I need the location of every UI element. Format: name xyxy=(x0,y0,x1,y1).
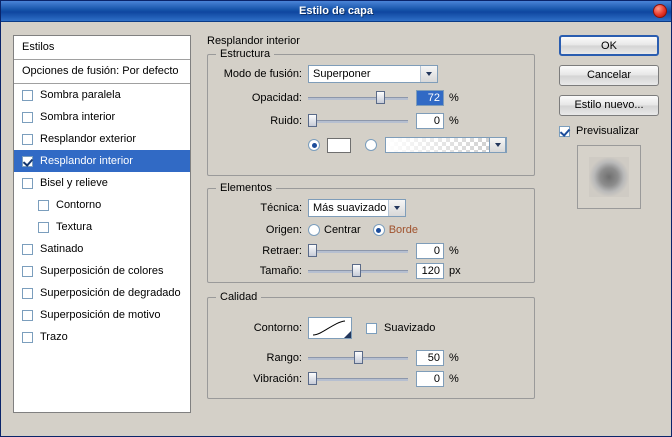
style-list-item-label: Contorno xyxy=(56,199,102,211)
range-slider-thumb[interactable] xyxy=(354,351,363,364)
noise-slider-track xyxy=(308,120,408,123)
range-input[interactable]: 50 xyxy=(416,350,444,366)
chevron-down-icon[interactable] xyxy=(489,137,506,153)
chevron-down-icon[interactable] xyxy=(420,66,437,82)
styles-list-panel xyxy=(13,35,191,413)
opacity-input[interactable]: 72 xyxy=(416,90,444,106)
group-calidad xyxy=(207,291,535,399)
style-list-item-label: Resplandor exterior xyxy=(40,133,136,145)
contour-curve-icon xyxy=(312,320,346,336)
choke-slider-track xyxy=(308,250,408,253)
styles-header: Estilos xyxy=(14,36,190,60)
noise-label: Ruido: xyxy=(270,115,302,127)
jitter-slider-thumb[interactable] xyxy=(308,372,317,385)
style-enable-checkbox[interactable] xyxy=(22,266,33,277)
blending-options-item[interactable]: Opciones de fusión: Por defecto xyxy=(14,60,190,84)
choke-input[interactable]: 0 xyxy=(416,243,444,259)
style-enable-checkbox[interactable] xyxy=(22,332,33,343)
group-elementos-legend: Elementos xyxy=(216,182,276,194)
blend-mode-label: Modo de fusión: xyxy=(223,68,302,80)
jitter-input[interactable]: 0 xyxy=(416,371,444,387)
technique-select[interactable] xyxy=(308,199,406,217)
close-icon[interactable] xyxy=(653,4,667,18)
technique-label: Técnica: xyxy=(260,202,302,214)
style-enable-checkbox[interactable] xyxy=(22,310,33,321)
style-list-item[interactable] xyxy=(14,260,190,282)
style-list-item-label: Trazo xyxy=(40,331,68,343)
style-list-item-label: Textura xyxy=(56,221,93,233)
opacity-unit: % xyxy=(449,92,459,104)
antialias-label: Suavizado xyxy=(384,322,436,334)
style-list-item[interactable] xyxy=(14,326,190,348)
style-enable-checkbox[interactable] xyxy=(22,134,33,145)
style-enable-checkbox[interactable] xyxy=(22,156,33,167)
chevron-down-icon[interactable] xyxy=(344,331,351,338)
size-input[interactable]: 120 xyxy=(416,263,444,279)
preview-label: Previsualizar xyxy=(576,125,639,137)
style-list-item[interactable] xyxy=(14,128,190,150)
style-enable-checkbox[interactable] xyxy=(38,200,49,211)
preview-toggle[interactable] xyxy=(559,125,663,137)
opacity-slider-thumb[interactable] xyxy=(376,91,385,104)
style-list-item-label: Superposición de colores xyxy=(40,265,164,277)
noise-input[interactable]: 0 xyxy=(416,113,444,129)
preview-checkbox[interactable] xyxy=(559,126,570,137)
style-list-item-label: Sombra interior xyxy=(40,111,116,123)
range-label: Rango: xyxy=(266,352,302,364)
choke-unit: % xyxy=(449,245,459,257)
style-list-item[interactable] xyxy=(14,194,190,216)
style-enable-checkbox[interactable] xyxy=(22,112,33,123)
style-list-item[interactable] xyxy=(14,216,190,238)
dialog-buttons xyxy=(559,35,663,209)
new-style-button[interactable]: Estilo nuevo... xyxy=(559,95,659,116)
style-list-item[interactable] xyxy=(14,282,190,304)
noise-slider-thumb[interactable] xyxy=(308,114,317,127)
contour-label: Contorno: xyxy=(253,322,302,334)
style-list-item-label: Superposición de degradado xyxy=(40,287,181,299)
noise-unit: % xyxy=(449,115,459,127)
style-enable-checkbox[interactable] xyxy=(22,244,33,255)
style-enable-checkbox[interactable] xyxy=(22,90,33,101)
origin-label: Origen: xyxy=(265,224,302,236)
chevron-down-icon[interactable] xyxy=(388,200,405,216)
style-list-item[interactable] xyxy=(14,304,190,326)
dialog-content xyxy=(1,22,671,436)
origin-center-radio[interactable] xyxy=(308,224,320,236)
technique-value: Más suavizado xyxy=(313,202,387,214)
range-unit: % xyxy=(449,352,459,364)
styles-rows xyxy=(14,84,190,348)
cancel-button[interactable]: Cancelar xyxy=(559,65,659,86)
antialias-checkbox[interactable] xyxy=(366,323,377,334)
dialog-title: Estilo de capa xyxy=(299,5,373,17)
group-calidad-legend: Calidad xyxy=(216,291,261,303)
group-estructura xyxy=(207,48,535,176)
title-bar xyxy=(1,1,671,22)
style-enable-checkbox[interactable] xyxy=(22,178,33,189)
style-list-item[interactable] xyxy=(14,106,190,128)
size-unit: px xyxy=(449,265,461,277)
origin-edge-radio[interactable] xyxy=(373,224,385,236)
jitter-label: Vibración: xyxy=(253,373,302,385)
opacity-label: Opacidad: xyxy=(251,92,302,104)
gradient-picker[interactable] xyxy=(385,137,507,153)
size-slider-thumb[interactable] xyxy=(352,264,361,277)
preview-thumbnail-glow xyxy=(589,157,629,197)
jitter-unit: % xyxy=(449,373,459,385)
glow-color-swatch[interactable] xyxy=(327,138,351,153)
style-enable-checkbox[interactable] xyxy=(38,222,49,233)
choke-slider-thumb[interactable] xyxy=(308,244,317,257)
choke-label: Retraer: xyxy=(262,245,302,257)
size-label: Tamaño: xyxy=(259,265,302,277)
opacity-slider[interactable] xyxy=(308,91,408,105)
style-list-item-label: Bisel y relieve xyxy=(40,177,108,189)
ok-button[interactable]: OK xyxy=(559,35,659,56)
group-estructura-legend: Estructura xyxy=(216,48,274,60)
style-list-item[interactable] xyxy=(14,172,190,194)
group-elementos xyxy=(207,182,535,283)
origin-center-label: Centrar xyxy=(324,224,361,236)
style-list-item[interactable] xyxy=(14,84,190,106)
style-list-item[interactable] xyxy=(14,238,190,260)
style-enable-checkbox[interactable] xyxy=(22,288,33,299)
choke-slider[interactable] xyxy=(308,244,408,258)
blend-mode-select[interactable] xyxy=(308,65,438,83)
noise-slider[interactable] xyxy=(308,114,408,128)
style-list-item-label: Superposición de motivo xyxy=(40,309,161,321)
jitter-slider[interactable] xyxy=(308,372,408,386)
contour-picker[interactable] xyxy=(308,317,352,339)
opacity-slider-track xyxy=(308,97,408,100)
gradient-radio[interactable] xyxy=(365,139,377,151)
color-radio[interactable] xyxy=(308,139,320,151)
jitter-slider-track xyxy=(308,378,408,381)
section-title: Resplandor interior xyxy=(207,35,300,47)
preview-thumbnail xyxy=(577,145,641,209)
origin-edge-label: Borde xyxy=(388,224,419,236)
range-slider[interactable] xyxy=(308,351,408,365)
style-list-item-label: Sombra paralela xyxy=(40,89,121,101)
size-slider[interactable] xyxy=(308,264,408,278)
style-list-item[interactable] xyxy=(14,150,190,172)
options-panel xyxy=(201,35,549,413)
style-list-item-label: Satinado xyxy=(40,243,84,255)
blend-mode-value: Superponer xyxy=(313,68,371,80)
style-list-item-label: Resplandor interior xyxy=(40,155,133,167)
